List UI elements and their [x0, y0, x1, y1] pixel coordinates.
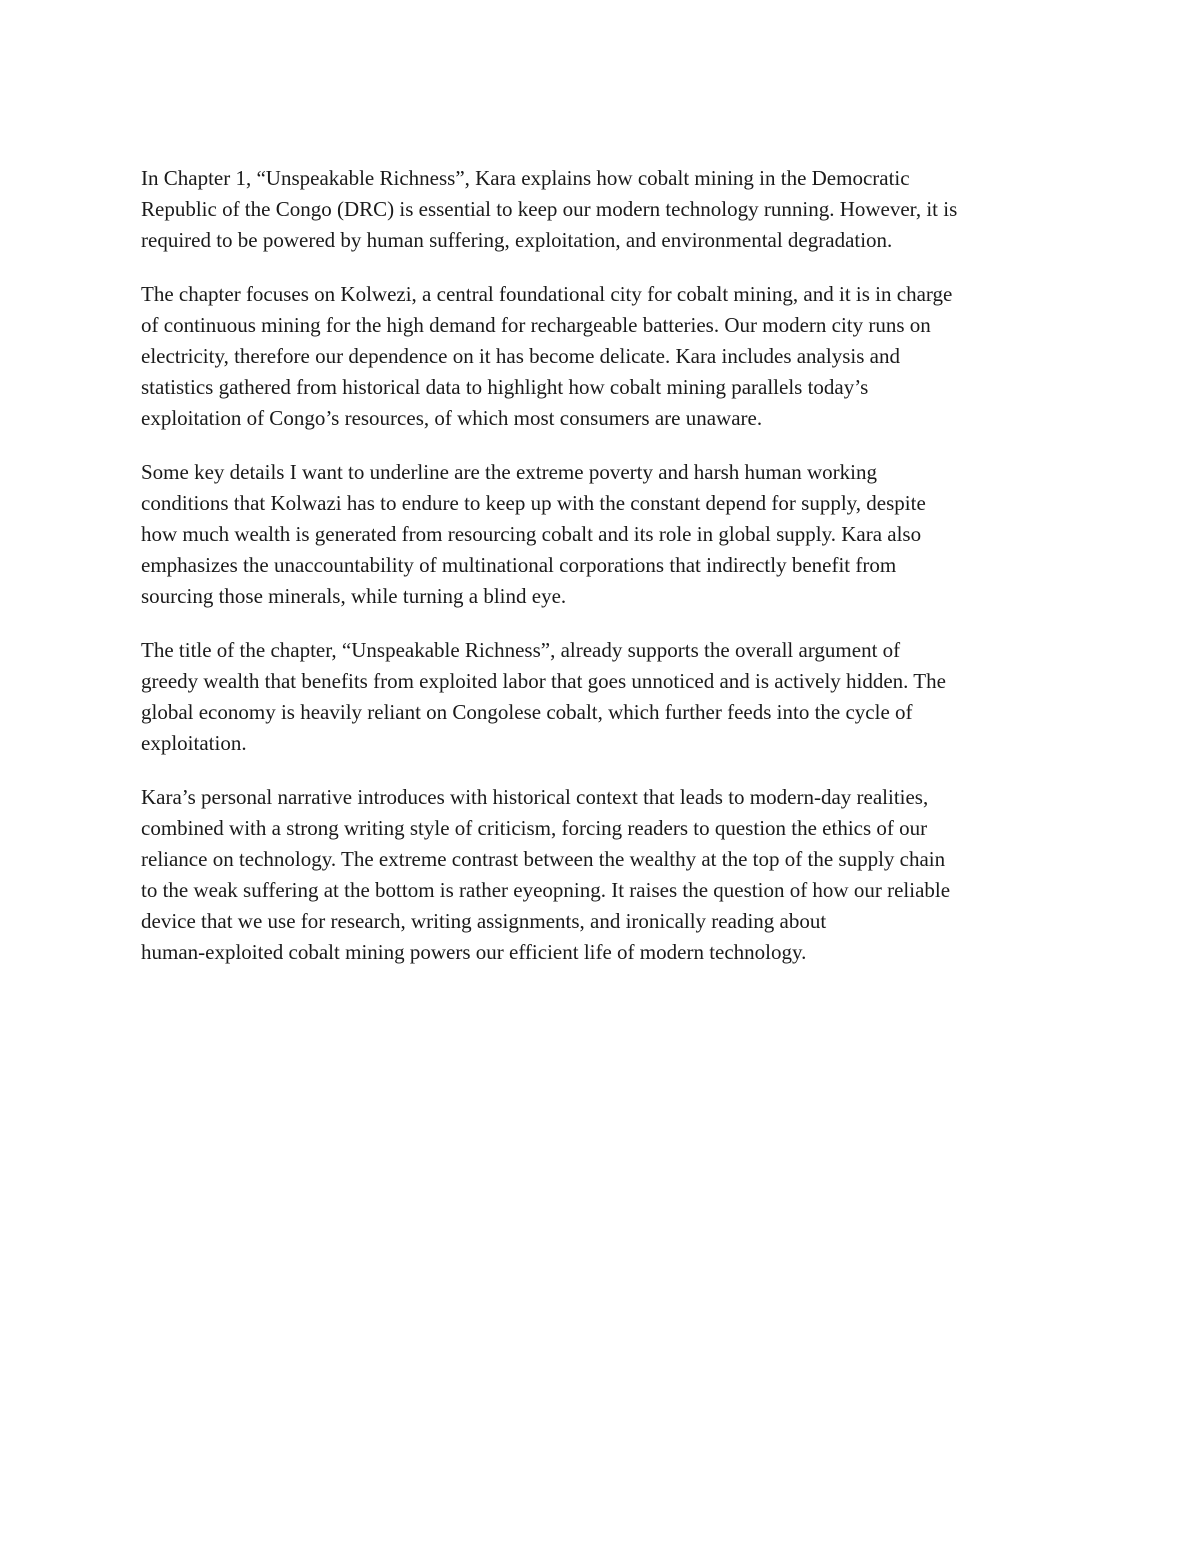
text-line: Kara’s personal narrative introduces with historical context that leads to modern-day realities, — [141, 785, 929, 809]
paragraph-2 — [141, 279, 1061, 434]
text-line: sourcing those minerals, while turning a blind eye. — [141, 584, 567, 608]
text-line: The chapter focuses on Kolwezi, a central foundational city for cobalt mining, and it is in charge — [141, 282, 953, 306]
text-line: The title of the chapter, “Unspeakable Richness”, already supports the overall argument of — [141, 638, 901, 662]
text-line: human-exploited cobalt mining powers our efficient life of modern technology. — [141, 940, 807, 964]
text-line: Republic of the Congo (DRC) is essential to keep our modern technology running. However, it is — [141, 197, 958, 221]
text-line: statistics gathered from historical data to highlight how cobalt mining parallels today’s — [141, 375, 869, 399]
text-line: exploitation. — [141, 731, 247, 755]
paragraph-5 — [141, 782, 1061, 968]
text-line: of continuous mining for the high demand for rechargeable batteries. Our modern city runs on — [141, 313, 931, 337]
text-line: device that we use for research, writing assignments, and ironically reading about — [141, 909, 827, 933]
text-line: exploitation of Congo’s resources, of which most consumers are unaware. — [141, 406, 763, 430]
paragraph-3 — [141, 457, 1061, 612]
paragraph-4 — [141, 635, 1061, 759]
text-line: electricity, therefore our dependence on it has become delicate. Kara includes analysis and — [141, 344, 900, 368]
text-line: global economy is heavily reliant on Congolese cobalt, which further feeds into the cycle of — [141, 700, 913, 724]
document-body — [141, 163, 1061, 991]
text-line: reliance on technology. The extreme contrast between the wealthy at the top of the supply chain — [141, 847, 946, 871]
text-line: to the weak suffering at the bottom is rather eyeopning. It raises the question of how our reliable — [141, 878, 951, 902]
text-line: greedy wealth that benefits from exploited labor that goes unnoticed and is actively hidden. The — [141, 669, 946, 693]
paragraph-1 — [141, 163, 1061, 256]
text-line: Some key details I want to underline are the extreme poverty and harsh human working — [141, 460, 877, 484]
text-line: conditions that Kolwazi has to endure to keep up with the constant depend for supply, despite — [141, 491, 926, 515]
text-line: combined with a strong writing style of criticism, forcing readers to question the ethics of our — [141, 816, 928, 840]
text-line: In Chapter 1, “Unspeakable Richness”, Kara explains how cobalt mining in the Democratic — [141, 166, 910, 190]
text-line: emphasizes the unaccountability of multinational corporations that indirectly benefit from — [141, 553, 897, 577]
text-line: required to be powered by human suffering, exploitation, and environmental degradation. — [141, 228, 893, 252]
text-line: how much wealth is generated from resourcing cobalt and its role in global supply. Kara also — [141, 522, 922, 546]
